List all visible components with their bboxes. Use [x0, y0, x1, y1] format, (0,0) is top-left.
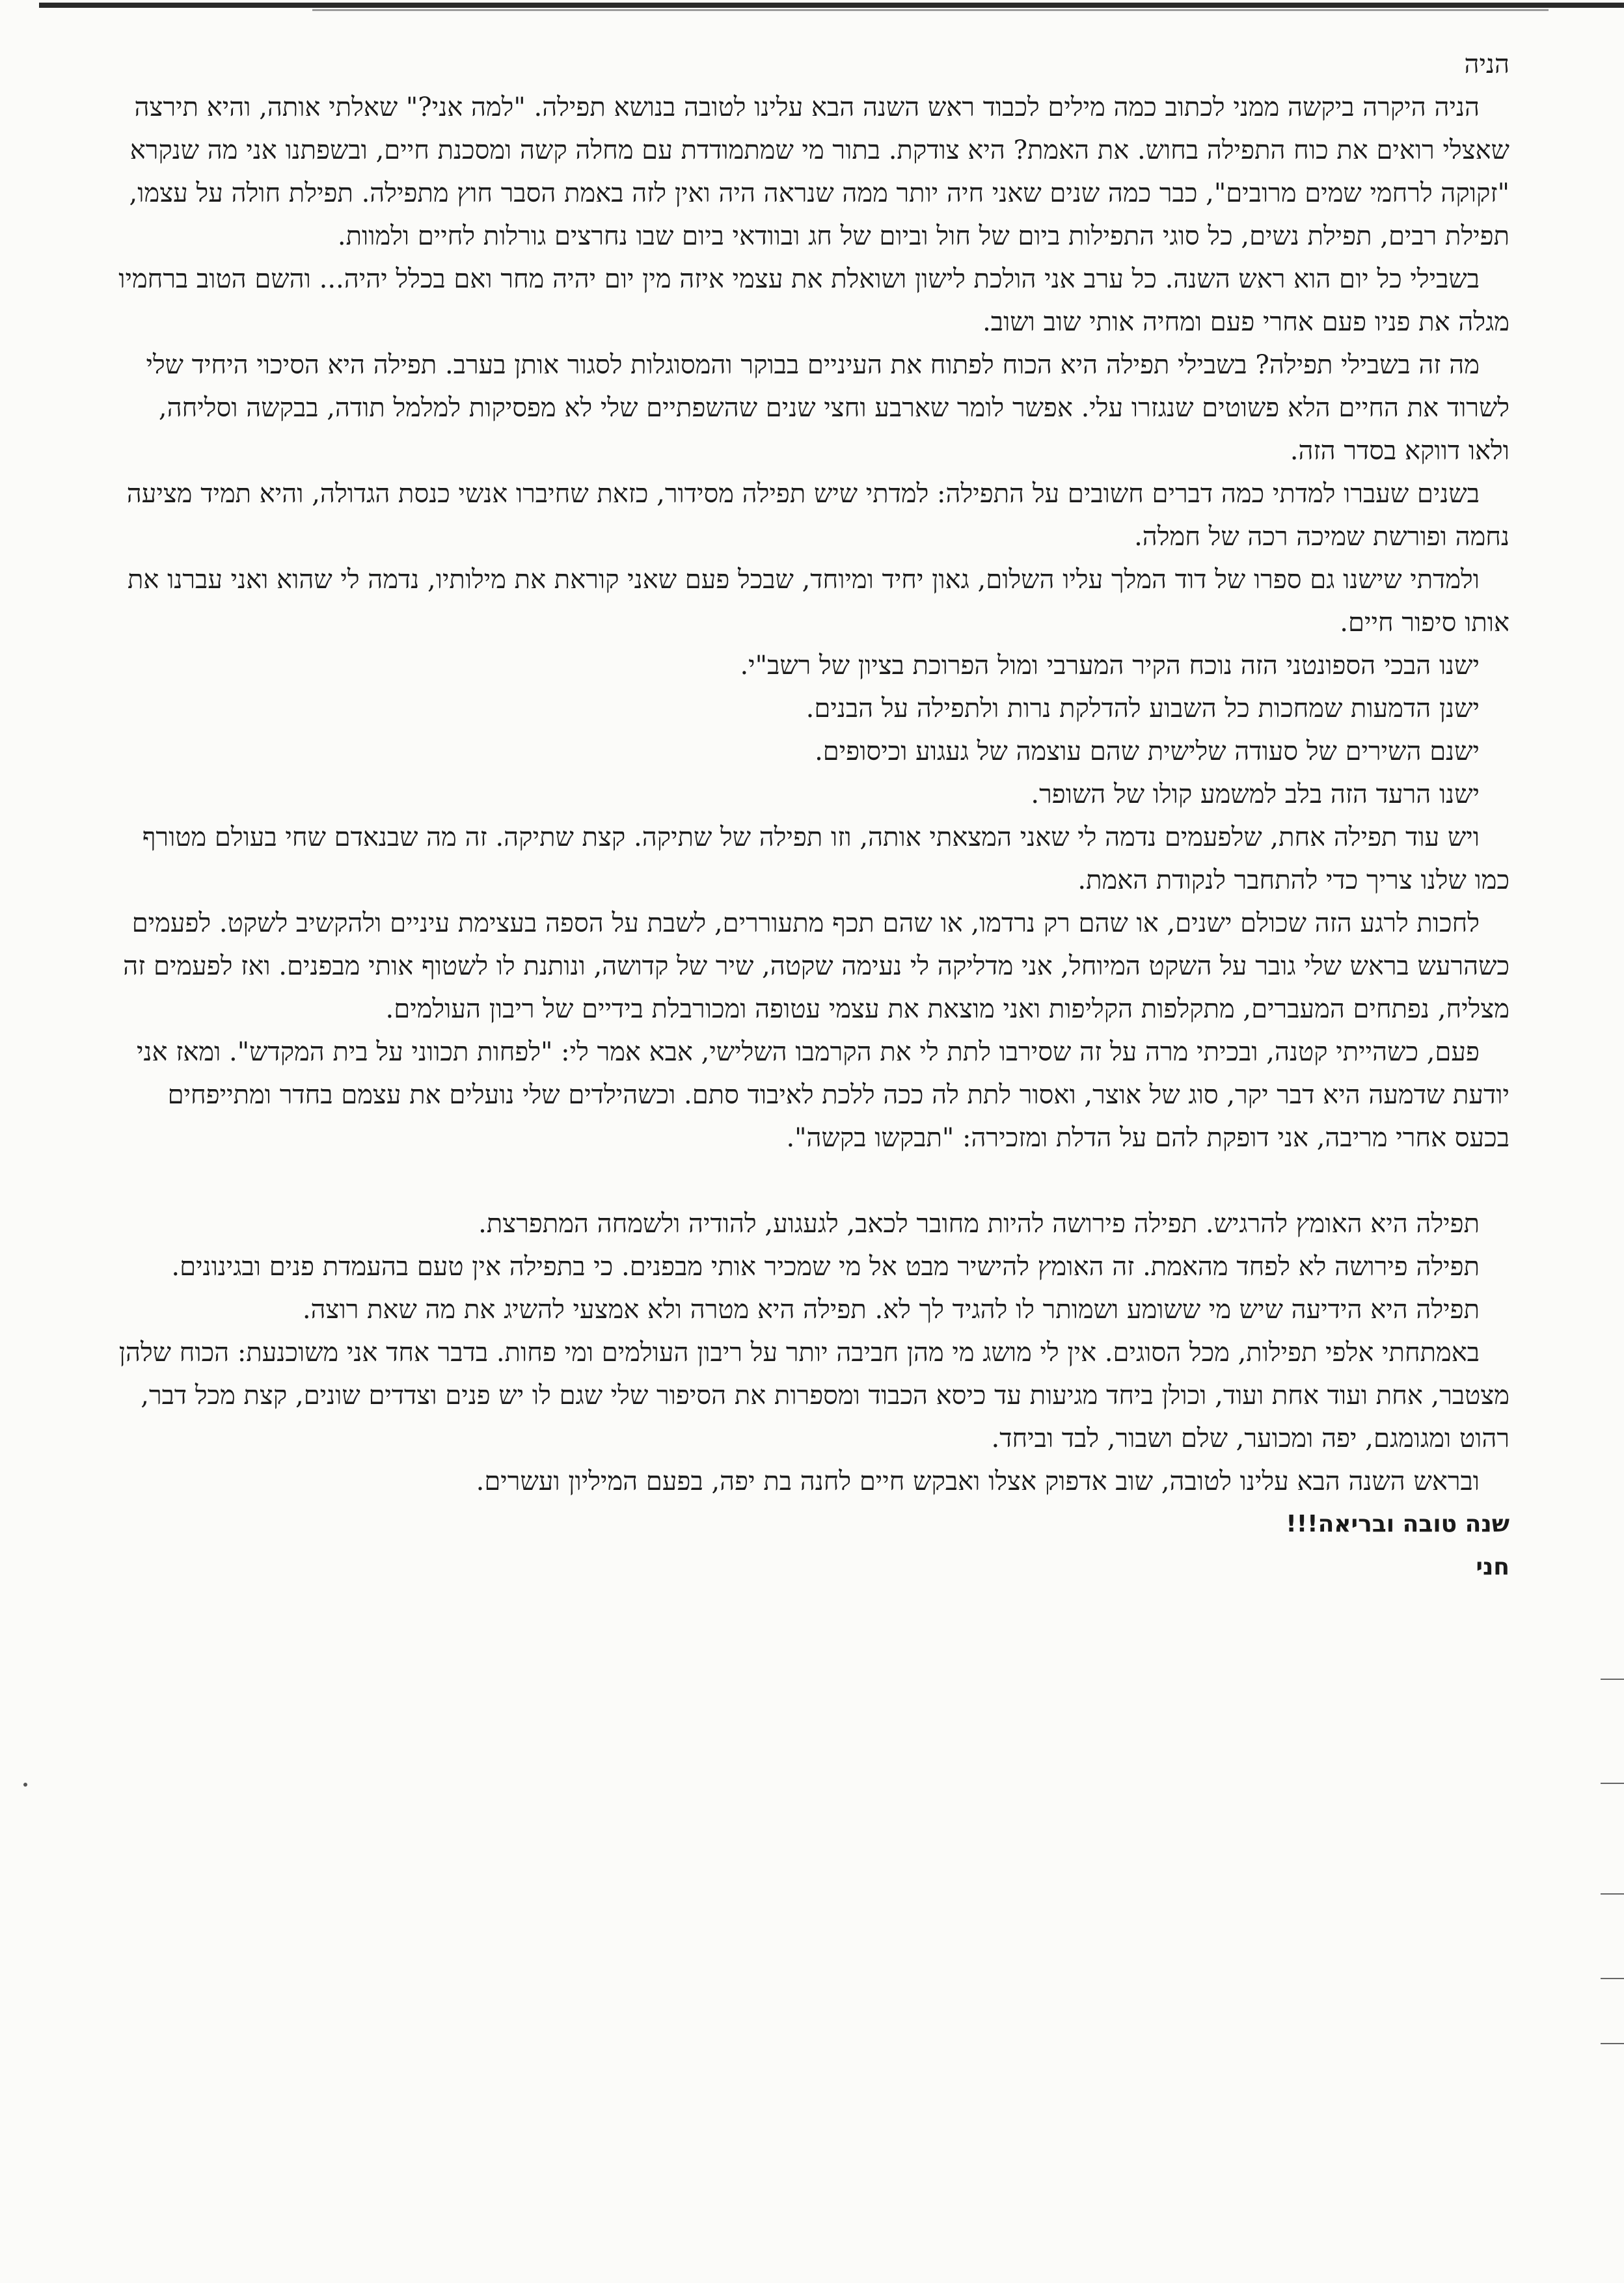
paragraph: בשבילי כל יום הוא ראש השנה. כל ערב אני הולכת לישון ושואלת את עצמי איזה מין יום יהיה מחר ואם בכלל יהיה... והשם הטוב ברחמיו מגלה את פניו פעם אחרי פעם ומחיה אותי שוב ושוב.: [118, 264, 1509, 337]
signature: חני: [1476, 1554, 1509, 1580]
paragraph: תפילה היא האומץ להרגיש. תפילה פירושה להיות מחובר לכאב, לגעגוע, להודיה ולשמחה המתפרצת.: [478, 1209, 1480, 1239]
letter-page: [111, 43, 1509, 1589]
paragraph: ישנם השירים של סעודה שלישית שהם עוצמה של געגוע וכיסופים.: [815, 736, 1480, 766]
scan-speck: [23, 1783, 27, 1787]
scan-top-shadow: [312, 9, 1549, 11]
paragraph: ובראש השנה הבא עלינו לטובה, שוב אדפוק אצלו ואבקש חיים לחנה בת יפה, בפעם המיליון ועשרים.: [476, 1466, 1480, 1496]
paragraph: הניה היקרה ביקשה ממני לכתוב כמה מילים לכבוד ראש השנה הבא עלינו לטובה בנושא תפילה. "למה אני?" שאלתי אותה, והיא תירצה שאצלי רואים את כוח התפילה בחוש. את האמת? היא צודקת. בתור מי שמתמודדת עם מחלה קשה ומסכנת חיים, ובשפתנו אני מה שנקרא "זקוקה לרחמי שמים מרובים", כבר כמה שנים שאני חיה יותר ממה שנראה היה ואין לזה באמת הסבר חוץ מתפילה. תפילת חולה על עצמו, תפילת רבים, תפילת נשים, כל סוגי התפילות ביום של חול וביום של חג ובוודאי ביום שבו נחרצים גורלות לחיים ולמוות.: [129, 92, 1509, 251]
paragraph-gap: [111, 1159, 1509, 1202]
scan-top-border: [39, 3, 1624, 8]
paragraph: ישנן הדמעות שמחכות כל השבוע להדלקת נרות ולתפילה על הבנים.: [805, 694, 1480, 723]
paragraph: באמתחתי אלפי תפילות, מכל הסוגים. אין לי מושג מי מהן חביבה יותר על ריבון העולמים ומי פחות. בדבר אחד אני משוכנעת: הכוח שלהן מצטבר, אחת ועוד אחת ועוד, וכולן ביחד מגיעות עד כיסא הכבוד ומספרות את הסיפור שלי שגם לו יש פנים וצדדים שונים, קצת מכל דבר, רהוט ומגומגם, יפה ומכוער, שלם ושבור, לבד וביחד.: [118, 1338, 1509, 1453]
paragraph: ולמדתי שישנו גם ספרו של דוד המלך עליו השלום, גאון יחיד ומיוחד, שבכל פעם שאני קוראת את מילותיו, נדמה לי שהוא ואני עברנו את אותו סיפור חיים.: [128, 565, 1509, 638]
paragraph: בשנים שעברו למדתי כמה דברים חשובים על התפילה: למדתי שיש תפילה מסידור, כזאת שחיברו אנשי כנסת הגדולה, והיא תמיד מציעה נחמה ופורשת שמיכה רכה של חמלה.: [126, 479, 1509, 552]
letter-body: [111, 86, 1509, 1503]
paragraph: מה זה בשבילי תפילה? בשבילי תפילה היא הכוח לפתוח את העיניים בבוקר והמסוגלות לסגור אותן בערב. תפילה היא הסיכוי היחיד שלי לשרוד את החיים הלא פשוטים שנגזרו עלי. אפשר לומר שארבע וחצי שנים שהשפתיים שלי לא מפסיקות למלמל תודה, בבקשה וסליחה, ולאו דווקא בסדר הזה.: [146, 350, 1509, 466]
paragraph: תפילה פירושה לא לפחד מהאמת. זה האומץ להישיר מבט אל מי שמכיר אותי מבפנים. כי בתפילה אין טעם בהעמדת פנים ובגינונים.: [171, 1252, 1480, 1282]
paragraph: ישנו הבכי הספונטני הזה נוכח הקיר המערבי ומול הפרוכת בציון של רשב"י.: [740, 651, 1480, 681]
paragraph: ויש עוד תפילה אחת, שלפעמים נדמה לי שאני המצאתי אותה, וזו תפילה של שתיקה. קצת שתיקה. זה מה שבנאדם שחי בעולם מטורף כמו שלנו צריך כדי להתחבר לנקודת האמת.: [142, 822, 1509, 895]
paragraph: תפילה היא הידיעה שיש מי ששומע ושמותר לו להגיד לך לא. תפילה היא מטרה ולא אמצעי להשיג את מה שאת רוצה.: [302, 1295, 1480, 1325]
letter-heading: הניה: [1464, 49, 1509, 79]
paragraph: לחכות לרגע הזה שכולם ישנים, או שהם רק נרדמו, או שהם תכף מתעוררים, לשבת על הספה בעצימת עיניים ולהקשיב לשקט. לפעמים כשהרעש בראש שלי גובר על השקט המיוחל, אני מדליקה לי נעימה שקטה, שיר של קדושה, ונותנת לו לשטוף אותי מבפנים. ואז לפעמים זה מצליח, נפתחים המעברים, מתקלפות הקליפות ואני מוצאת את עצמי עטופה ומכורבלת בידיים של ריבון העולמים.: [123, 908, 1509, 1024]
closing-greeting: שנה טובה ובריאה!!!: [1286, 1511, 1509, 1537]
paragraph: ישנו הרעד הזה בלב למשמע קולו של השופר.: [1031, 779, 1480, 809]
scan-margin-marks: [1598, 1679, 1624, 2069]
paragraph: פעם, כשהייתי קטנה, ובכיתי מרה על זה שסירבו לתת לי את הקרמבו השלישי, אבא אמר לי: "לפחות תכווני על בית המקדש". ומאז אני יודעת שדמעה היא דבר יקר, סוג של אוצר, ואסור לתת לה ככה ללכת לאיבוד סתם. וכשהילדים שלי נועלים את עצמם בחדר ומתייפחים בכעס אחרי מריבה, אני דופקת להם על הדלת ומזכירה: "תבקשו בקשה".: [136, 1037, 1509, 1153]
